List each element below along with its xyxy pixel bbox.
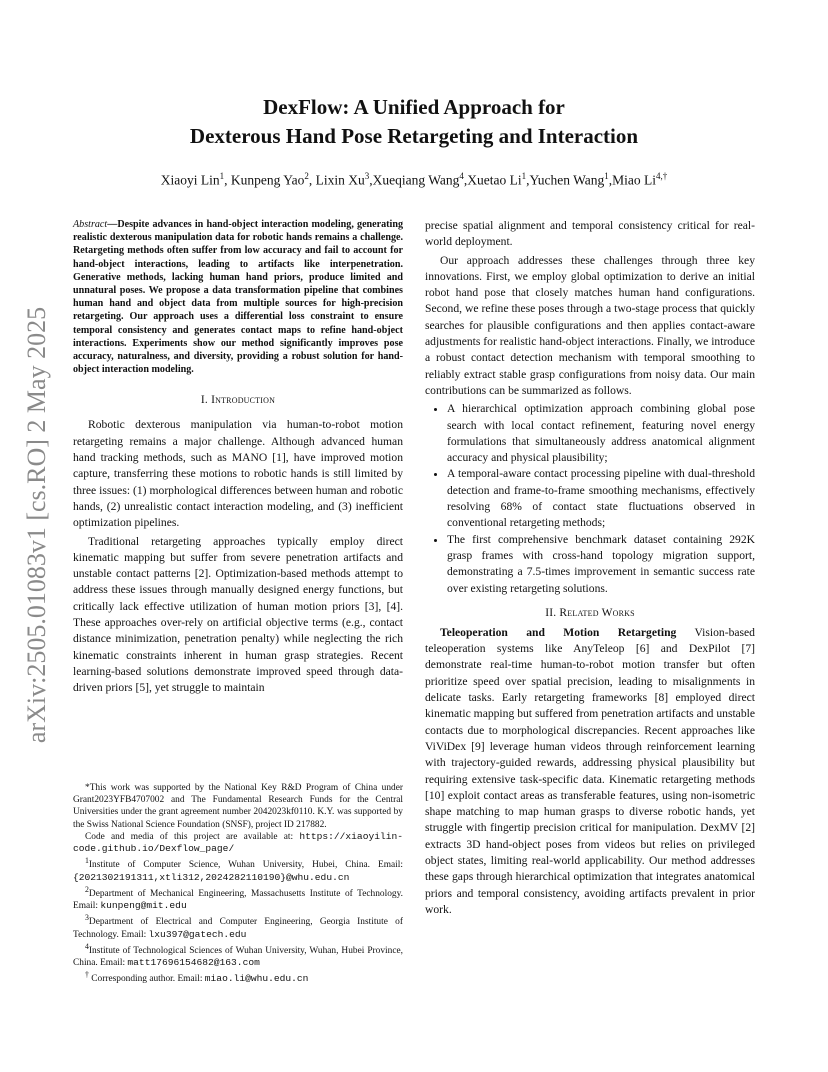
author-name: Xuetao Li bbox=[467, 172, 522, 188]
author-separator: , bbox=[369, 172, 373, 188]
contribution-item: • The first comprehensive benchmark dataset containing 292K grasp frames with cross-hand topology migration support, demonstrating a 7.5-times improvement in semantic success rate over existing retargeting solutions. bbox=[447, 532, 755, 597]
related-works-paragraph bbox=[425, 625, 755, 918]
email-link[interactable]: kunpeng@mit.edu bbox=[100, 900, 187, 912]
related-works-subheading: Teleoperation and Motion Retargeting bbox=[440, 625, 677, 639]
related-works-text: Vision-based teleoperation systems like AnyTeleop [6] and DexPilot [7] demonstrate real-time human-to-robot motion transfer but often prioritize speed over spatial precision, leading to misalignments in delicate tasks. Early retargeting frameworks [8] employed direct kinematic mapping but suffered from penetration artifacts and unstable contacts due to morphological discrepancies. Recent approaches like ViViDex [9] leverage human videos through reinforcement learning with trajectory-guided rewards, addressing physical plausibility but requiring extensive task-specific data. Kinematic retargeting methods [10] exploit contact areas as transferable features, using non-isometric shape matching to map human grasps to diverse robotic hands, yet struggle with fingertip precision critical for manipulation. DexMV [2] extracts 3D hand-object poses from videos but relies on privileged object states, limiting real-world applicability. Our method addresses these gaps through hierarchical optimization that integrates anatomical priors and temporal consistency, avoiding artifacts prevalent in prior work. bbox=[425, 625, 755, 916]
contribution-item: • A temporal-aware contact processing pipeline with dual-threshold detection and frame-to-frame smoothing mechanisms, effectively resolving 68% of contact state fluctuations observed in conventional retargeting methods; bbox=[447, 466, 755, 531]
email-link[interactable]: miao.li@whu.edu.cn bbox=[204, 973, 309, 985]
footnote-affiliation-1: $^1$Institute of Computer Science, Wuhan University, Hubei, China. Email:{2021302191311,xtli312,2024282110190}@whu.edu.cn bbox=[73, 856, 403, 883]
author-affiliation-mark: 4,† bbox=[656, 171, 668, 181]
abstract bbox=[73, 218, 403, 376]
footnote-corresponding: † Corresponding author. Email: miao.li@whu.edu.cn bbox=[85, 970, 309, 985]
intro-paragraph-1: Robotic dexterous manipulation via human-to-robot motion retargeting remains a major challenge. Although advanced human hand tracking methods, such as MANO [1], have improved motion capture, transferring these motions to robotic hands is still limited by three issues: (1) morphological differences between human and robotic hands, (2) unrealistic contact interaction modeling, and (3) inefficient optimization pipelines. bbox=[73, 418, 403, 530]
author-separator: , bbox=[224, 172, 231, 188]
author-affiliation-mark: 1 bbox=[219, 171, 225, 181]
abstract-text: —Despite advances in hand-object interaction modeling, generating realistic dexterous manipulation data for robotic hands remains a challenge. Retargeting methods often suffer from low accuracy and fail to account for hand-object interactions, leading to artifacts like interpenetration. Generative methods, lacking human hand priors, produce limited and unnatural poses. We propose a data transformation pipeline that combines human hand and object data from multiple sources for high-precision retargeting. Our approach uses a differential loss constraint to ensure temporal consistency and generates contact maps to refine hand-object interactions. Experiments show our method significantly improves pose accuracy, naturalness, and diversity, providing a robust solution for hand-object interaction modeling. bbox=[73, 219, 403, 376]
paper-title bbox=[0, 93, 828, 151]
footnotes bbox=[73, 782, 403, 986]
author-affiliation-mark: 3 bbox=[364, 171, 370, 181]
author-name: Yuchen Wang bbox=[529, 172, 605, 188]
title-line-2: Dexterous Hand Pose Retargeting and Interaction bbox=[189, 124, 639, 148]
intro-paragraph-2: Traditional retargeting approaches typically employ direct kinematic mapping but suffer from severe penetration artifacts and unstable contact patterns [2]. Optimization-based methods attempt to address these issues through manually designed energy functions, but critically lack effective utilization of human motion priors [3], [4]. These approaches over-rely on artificial objective terms (e.g., contact distance minimization, penetration penalty) while neglecting the rich kinematic constraints inherent in human grasp strategies. Recent learning-based solutions demonstrate improved speed through data-driven priors [5], yet struggle to maintain bbox=[73, 534, 403, 695]
arxiv-id-text: arXiv:2505.01083v1 [cs.RO] 2 May 2025 bbox=[22, 306, 51, 744]
section-heading-introduction: I. Introduction bbox=[200, 394, 276, 407]
author-name: Lixin Xu bbox=[315, 172, 365, 188]
author-separator: , bbox=[526, 172, 530, 188]
contribution-item: • A hierarchical optimization approach combining global pose search with local contact refinement, featuring novel energy formulations that simultaneously address anatomical alignment accuracy and physical plausibility; bbox=[447, 401, 755, 466]
author-affiliation-mark: 1 bbox=[521, 171, 527, 181]
author-affiliation-mark: 2 bbox=[304, 171, 309, 181]
section-heading-related-works: II. Related Works bbox=[545, 606, 635, 619]
author-name: Xueqiang Wang bbox=[372, 172, 460, 188]
author-affiliation-mark: 1 bbox=[604, 171, 609, 181]
email-link[interactable]: {2021302191311,xtli312,2024282110190}@whu.edu.cn bbox=[73, 871, 350, 883]
author-name: Miao Li bbox=[612, 172, 657, 188]
email-link[interactable]: lxu397@gatech.edu bbox=[148, 928, 247, 940]
footnote-support: *This work was supported by the National Key R&D Program of China under Grant2023YFB4707002 and The Fundamental Research Funds for the Central Universities under the grant agreement number 2042023kf0110. K.Y. was supported by the Swiss National Science Foundation (SNSF), project ID 217882. bbox=[73, 783, 403, 830]
footnote-affiliation-2: $^2$Department of Mechanical Engineering, Massachusetts Institute of Technology. Email: kunpeng@mit.edu bbox=[73, 884, 403, 912]
arxiv-identifier bbox=[22, 285, 52, 765]
author-separator: , bbox=[463, 172, 468, 188]
right-paragraph-2: Our approach addresses these challenges through three key innovations. First, we employ global optimization to derive an initial robot hand pose that closely matches human hand configurations. Second, we refine these poses through a two-stage process that quickly searches for plausible configurations and then applies contact-aware adjustments for realistic hand-object interactions. Finally, we introduce a robust contact detection mechanism with temporal smoothing to reliably extract stable grasp configurations from noisy data. Our main contributions can be summarized as follows. bbox=[425, 253, 755, 397]
author-separator: , bbox=[308, 172, 316, 188]
footnote-affiliation-3: $^3$Department of Electrical and Computer Engineering, Georgia Institute of Technology. Email: lxu397@gatech.edu bbox=[73, 913, 403, 940]
footnote-code-text: Code and media of this project are available at: bbox=[85, 831, 294, 842]
author-separator: , bbox=[608, 172, 613, 188]
right-column bbox=[425, 218, 755, 920]
footnote-affiliation-4: $^4$Institute of Technological Sciences of Wuhan University, Wuhan, Hubei Province, China. Email: matt17696154682@163.com bbox=[73, 941, 403, 969]
project-url-link[interactable]: https://xiaoyilin-code.github.io/Dexflow_page/ bbox=[73, 830, 403, 855]
email-link[interactable]: matt17696154682@163.com bbox=[127, 957, 260, 969]
left-column bbox=[73, 218, 403, 698]
author-affiliation-mark: 4 bbox=[459, 171, 464, 181]
footnote-code bbox=[73, 831, 403, 855]
author-name: Kunpeng Yao bbox=[230, 172, 305, 188]
author-name: Xiaoyi Lin bbox=[160, 172, 220, 188]
right-paragraph-1: precise spatial alignment and temporal consistency critical for real-world deployment. bbox=[425, 219, 755, 249]
contributions-list bbox=[425, 401, 755, 597]
title-line-1: DexFlow: A Unified Approach for bbox=[263, 95, 565, 119]
author-list bbox=[0, 171, 828, 189]
abstract-label: Abstract bbox=[73, 219, 108, 230]
